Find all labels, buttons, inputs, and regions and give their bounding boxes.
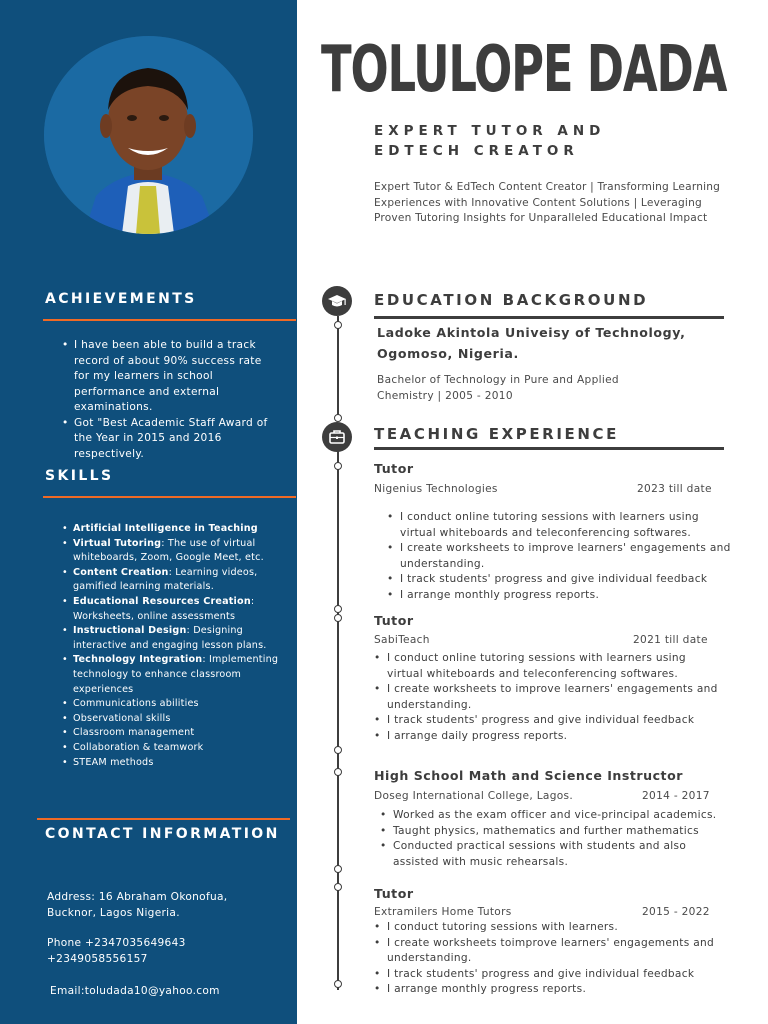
education-degree: Bachelor of Technology in Pure and Applied Chemistry | 2005 - 2010 bbox=[377, 374, 619, 402]
job-organization: Extramilers Home Tutors bbox=[374, 906, 512, 918]
profile-photo-illustration bbox=[44, 36, 253, 234]
timeline-dot bbox=[334, 321, 342, 329]
job-duty: • I create worksheets to improve learners' engagements and understanding. bbox=[387, 541, 733, 572]
education-school: Ladoke Akintola Univeisy of Technology, Ogomoso, Nigeria. bbox=[377, 325, 686, 361]
skill-item: • Instructional Design: Designing interactive and engaging lesson plans. bbox=[62, 624, 287, 653]
role-title-line: EDTECH CREATOR bbox=[374, 143, 579, 159]
achievements-list bbox=[62, 338, 280, 462]
achievement-item: • Got "Best Academic Staff Award of the Year in 2015 and 2016 respectively. bbox=[62, 416, 280, 463]
job-title: Tutor bbox=[374, 613, 414, 628]
job-duty: • I conduct online tutoring sessions with learners using virtual whiteboards and teleconferencing softwares. bbox=[374, 651, 720, 682]
job-organization: Nigenius Technologies bbox=[374, 483, 498, 495]
graduation-cap-icon bbox=[322, 286, 352, 316]
education-divider bbox=[374, 316, 724, 319]
role-title-line: EXPERT TUTOR AND bbox=[374, 123, 606, 139]
timeline-dot bbox=[334, 746, 342, 754]
skill-item: • Classroom management bbox=[62, 726, 287, 741]
job-duty: • I conduct tutoring sessions with learners. bbox=[374, 920, 724, 936]
timeline-dot bbox=[334, 414, 342, 422]
contact-phone-secondary: +2349058556157 bbox=[47, 953, 148, 965]
timeline-dot bbox=[334, 462, 342, 470]
experience-divider bbox=[374, 447, 724, 450]
timeline-dot bbox=[334, 865, 342, 873]
job-duty: • I arrange daily progress reports. bbox=[374, 729, 720, 745]
job-duty: • I conduct online tutoring sessions with learners using virtual whiteboards and teleconferencing softwares. bbox=[387, 510, 733, 541]
achievements-divider bbox=[43, 319, 296, 321]
profile-photo bbox=[44, 36, 253, 234]
skills-heading: SKILLS bbox=[45, 468, 114, 484]
job-duty: • Worked as the exam officer and vice-principal academics. bbox=[380, 808, 724, 824]
skill-item: • Educational Resources Creation: Worksheets, online assessments bbox=[62, 595, 287, 624]
job-duties-list bbox=[380, 808, 724, 870]
timeline-dot bbox=[334, 768, 342, 776]
skill-item: • Content Creation: Learning videos, gamified learning materials. bbox=[62, 566, 287, 595]
experience-heading: TEACHING EXPERIENCE bbox=[374, 425, 619, 443]
timeline-dot bbox=[334, 605, 342, 613]
contact-address: Address: 16 Abraham Okonofua, Bucknor, Lagos Nigeria. bbox=[47, 891, 228, 919]
contact-email[interactable]: Email:toludada10@yahoo.com bbox=[50, 985, 220, 997]
skill-item: • Observational skills bbox=[62, 712, 287, 727]
job-date: 2021 till date bbox=[633, 634, 708, 646]
job-duty: • I track students' progress and give individual feedback bbox=[374, 967, 724, 983]
briefcase-icon bbox=[322, 422, 352, 452]
job-duty: • I arrange monthly progress reports. bbox=[387, 588, 733, 604]
contact-heading: CONTACT INFORMATION bbox=[45, 826, 280, 842]
job-date: 2015 - 2022 bbox=[642, 906, 710, 918]
timeline-dot bbox=[334, 614, 342, 622]
skills-divider bbox=[43, 496, 296, 498]
job-duties-list bbox=[374, 651, 720, 745]
skill-item: • Collaboration & teamwork bbox=[62, 741, 287, 756]
candidate-name: TOLULOPE DADA bbox=[321, 33, 727, 107]
contact-divider bbox=[37, 818, 290, 820]
job-organization: Doseg International College, Lagos. bbox=[374, 790, 573, 802]
skill-item: • Artificial Intelligence in Teaching bbox=[62, 522, 287, 537]
skill-item: • Virtual Tutoring: The use of virtual whiteboards, Zoom, Google Meet, etc. bbox=[62, 537, 287, 566]
achievement-item: • I have been able to build a track record of about 90% success rate for my learners in school performance and external examinations. bbox=[62, 338, 280, 416]
job-duty: • Conducted practical sessions with students and also assisted with music rehearsals. bbox=[380, 839, 724, 870]
job-duty: • I create worksheets to improve learners' engagements and understanding. bbox=[374, 682, 720, 713]
job-duty: • I track students' progress and give individual feedback bbox=[374, 713, 720, 729]
job-duties-list bbox=[374, 920, 724, 998]
job-title: Tutor bbox=[374, 461, 414, 476]
timeline-line bbox=[337, 450, 339, 990]
timeline-dot bbox=[334, 883, 342, 891]
role-title bbox=[374, 121, 605, 161]
skills-list bbox=[62, 522, 287, 770]
timeline-dot bbox=[334, 980, 342, 988]
job-date: 2014 - 2017 bbox=[642, 790, 710, 802]
job-duties-list bbox=[387, 510, 733, 604]
job-organization: SabiTeach bbox=[374, 634, 430, 646]
skill-item: • Technology Integration: Implementing technology to enhance classroom experiences bbox=[62, 653, 287, 697]
sidebar bbox=[0, 0, 297, 1024]
job-title: Tutor bbox=[374, 886, 414, 901]
timeline-line bbox=[337, 316, 339, 420]
skill-item: • Communications abilities bbox=[62, 697, 287, 712]
skill-item: • STEAM methods bbox=[62, 756, 287, 771]
contact-phone-primary: Phone +2347035649643 bbox=[47, 937, 186, 949]
job-date: 2023 till date bbox=[637, 483, 712, 495]
job-title: High School Math and Science Instructor bbox=[374, 768, 683, 783]
achievements-heading: ACHIEVEMENTS bbox=[45, 291, 197, 307]
bio-summary: Expert Tutor & EdTech Content Creator | Transforming Learning Experiences with Innovative Content Solutions | Leveraging Proven Tutoring Insights for Unparalleled Educational Impact bbox=[374, 181, 721, 225]
job-duty: • I create worksheets toimprove learners' engagements and understanding. bbox=[374, 936, 724, 967]
job-duty: • Taught physics, mathematics and further mathematics bbox=[380, 824, 724, 840]
job-duty: • I track students' progress and give individual feedback bbox=[387, 572, 733, 588]
job-duty: • I arrange monthly progress reports. bbox=[374, 982, 724, 998]
education-heading: EDUCATION BACKGROUND bbox=[374, 291, 649, 309]
